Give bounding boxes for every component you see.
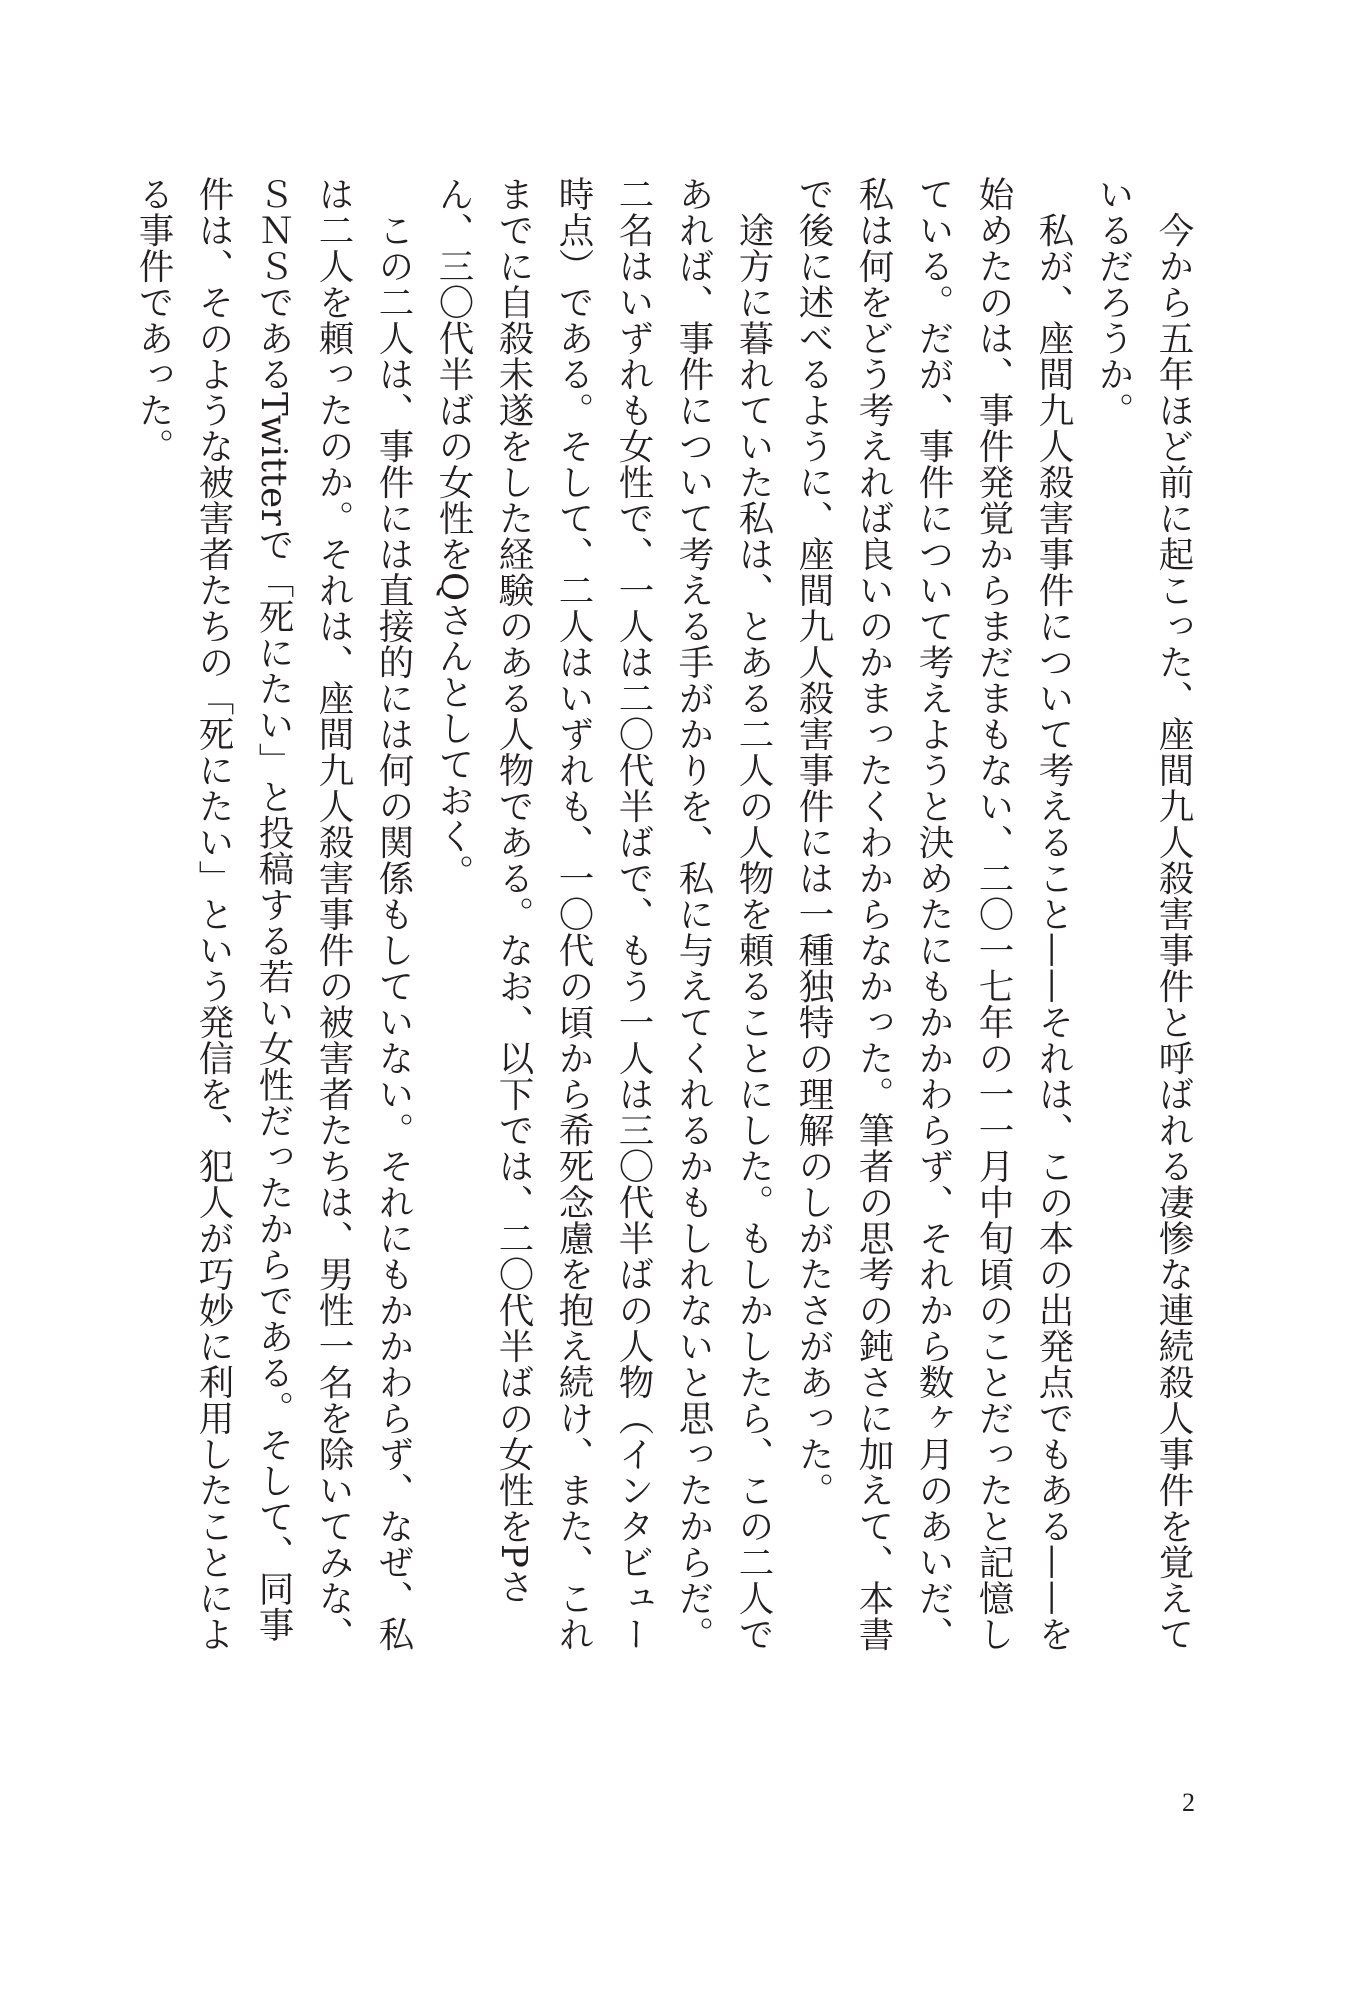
- paragraph-1: 今から五年ほど前に起こった、座間九人殺害事件と呼ばれる凄惨な連続殺人事件を覚えているだろうか。: [1093, 176, 1194, 1652]
- vertical-text-body: [123, 176, 1203, 1656]
- page-number: 2: [1182, 1788, 1195, 1817]
- paragraph-3: 途方に暮れていた私は、とある二人の人物を頼ることにした。もしかしたら、この二人であれば、事件について考える手がかりを、私に与えてくれるかもしれないと思ったからだ。二名はいずれも女性で、一人は二〇代半ばで、もう一人は三〇代半ばの人物（インタビュー時点）である。そして、二人はいずれも、一〇代の頃から希死念慮を抱え続け、また、これまでに自殺未遂をした経験のある人物である。なお、以下では、二〇代半ばの女性をPさん、三〇代半ばの女性をQさんとしておく。: [433, 176, 774, 1652]
- paragraph-2: 私が、座間九人殺害事件について考えること——それは、この本の出発点でもある——を始めたのは、事件発覚からまだまもない、二〇一七年の一一月中旬頃のことだったと記憶している。だが、事件について考えようと決めたにもかかわらず、それから数ヶ月のあいだ、私は何をどう考えれば良いのかまったくわからなかった。筆者の思考の鈍さに加えて、本書で後に述べるように、座間九人殺害事件には一種独特の理解のしがたさがあった。: [793, 176, 1074, 1652]
- paragraph-4: この二人は、事件には直接的には何の関係もしていない。それにもかかわらず、なぜ、私は二人を頼ったのか。それは、座間九人殺害事件の被害者たちは、男性一名を除いてみな、ＳＮＳであるTwitterで「死にたい」と投稿する若い女性だったからである。そして、同事件は、そのような被害者たちの「死にたい」という発信を、犯人が巧妙に利用したことによる事件であった。: [133, 176, 414, 1652]
